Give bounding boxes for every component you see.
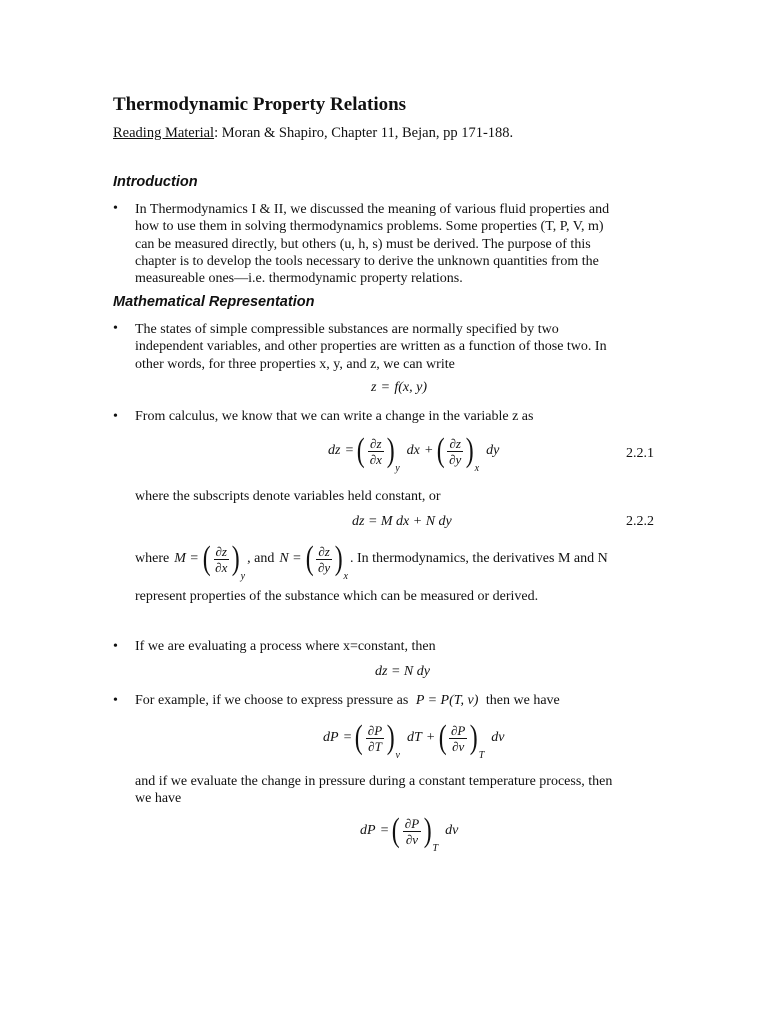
equation-z-function: z = f(x, y) xyxy=(371,380,428,395)
partial-derivative: ( $\frac{\partial z}{\partial y}$ ) x xyxy=(436,432,480,474)
math-paragraph-1 xyxy=(135,321,655,373)
equation-2-2-2: dz = M dx + N dy xyxy=(352,514,452,529)
bullet-icon: • xyxy=(113,639,118,654)
where-m-n-line: where M = ( $\frac{\partial z}{\partial x}$ ) y , and N = ( $\frac{\partial z}{\partial y}$ ) x . In thermodynamics, the derivatives M and N xyxy=(135,540,608,582)
constant-temperature-paragraph xyxy=(135,773,665,808)
intro-paragraph xyxy=(135,201,655,287)
represent-text: represent properties of the substance which can be measured or derived. xyxy=(135,589,539,604)
text-line: chapter is to develop the tools necessary to derive the unknown quantities from the xyxy=(135,253,599,269)
subscripts-text: where the subscripts denote variables held constant, or xyxy=(135,489,441,504)
text-line: measureable ones—i.e. thermodynamic property relations. xyxy=(135,271,463,287)
text-line: and if we evaluate the change in pressure during a constant temperature process, then xyxy=(135,774,613,789)
text-line: In Thermodynamics I & II, we discussed the meaning of various fluid properties and xyxy=(135,202,610,217)
equation-dz-ndy: dz = N dy xyxy=(375,664,430,679)
text-line: can be measured directly, but others (u, h, s) must be derived. The purpose of this xyxy=(135,236,591,252)
text-line: independent variables, and other properties are written as a function of those two. In xyxy=(135,339,607,355)
reading-material xyxy=(113,125,513,142)
equation-dp-isothermal: dP = ( $\frac{\partial P}{\partial v}$ ) T dv xyxy=(360,812,459,854)
partial-derivative: ( $\frac{\partial P}{\partial T}$ ) v xyxy=(355,719,400,761)
text-line: other words, for three properties x, y, and z, we can write xyxy=(135,356,455,372)
text-line: we have xyxy=(135,791,182,807)
x-constant-text: If we are evaluating a process where x=constant, then xyxy=(135,639,436,654)
section-heading-introduction: Introduction xyxy=(113,174,198,190)
section-heading-math: Mathematical Representation xyxy=(113,294,315,310)
partial-derivative: ( $\frac{\partial P}{\partial v}$ ) T xyxy=(438,719,485,761)
equation-number: 2.2.1 xyxy=(626,446,654,461)
text-line: how to use them in solving thermodynamics problems. Some properties (T, P, V, m) xyxy=(135,219,604,235)
calculus-text: From calculus, we know that we can write a change in the variable z as xyxy=(135,409,534,424)
equation-number: 2.2.2 xyxy=(626,514,654,529)
bullet-icon: • xyxy=(113,409,118,424)
equation-dp-full: dP = ( $\frac{\partial P}{\partial T}$ ) v dT + ( $\frac{\partial P}{\partial v}$ ) T dv xyxy=(323,719,505,761)
bullet-icon: • xyxy=(113,693,118,708)
partial-derivative: ( $\frac{\partial z}{\partial x}$ ) y xyxy=(202,540,246,582)
partial-derivative: ( $\frac{\partial z}{\partial x}$ ) y xyxy=(357,432,400,474)
partial-derivative: ( $\frac{\partial P}{\partial v}$ ) T xyxy=(392,812,439,854)
bullet-icon: • xyxy=(113,321,118,336)
reading-material-label: Reading Material xyxy=(113,125,215,141)
text-line: The states of simple compressible substances are normally specified by two xyxy=(135,322,559,337)
reading-material-text: : Moran & Shapiro, Chapter 11, Bejan, pp 171-188. xyxy=(214,125,514,141)
equation-2-2-1: dz = ( $\frac{\partial z}{\partial x}$ ) y dx + ( $\frac{\partial z}{\partial y}$ ) x dy xyxy=(328,432,500,474)
bullet-icon: • xyxy=(113,201,118,216)
partial-derivative: ( $\frac{\partial z}{\partial y}$ ) x xyxy=(305,540,348,582)
pressure-example: For example, if we choose to express pressure as P = P(T, v) then we have xyxy=(135,693,560,708)
page-title: Thermodynamic Property Relations xyxy=(113,94,407,115)
